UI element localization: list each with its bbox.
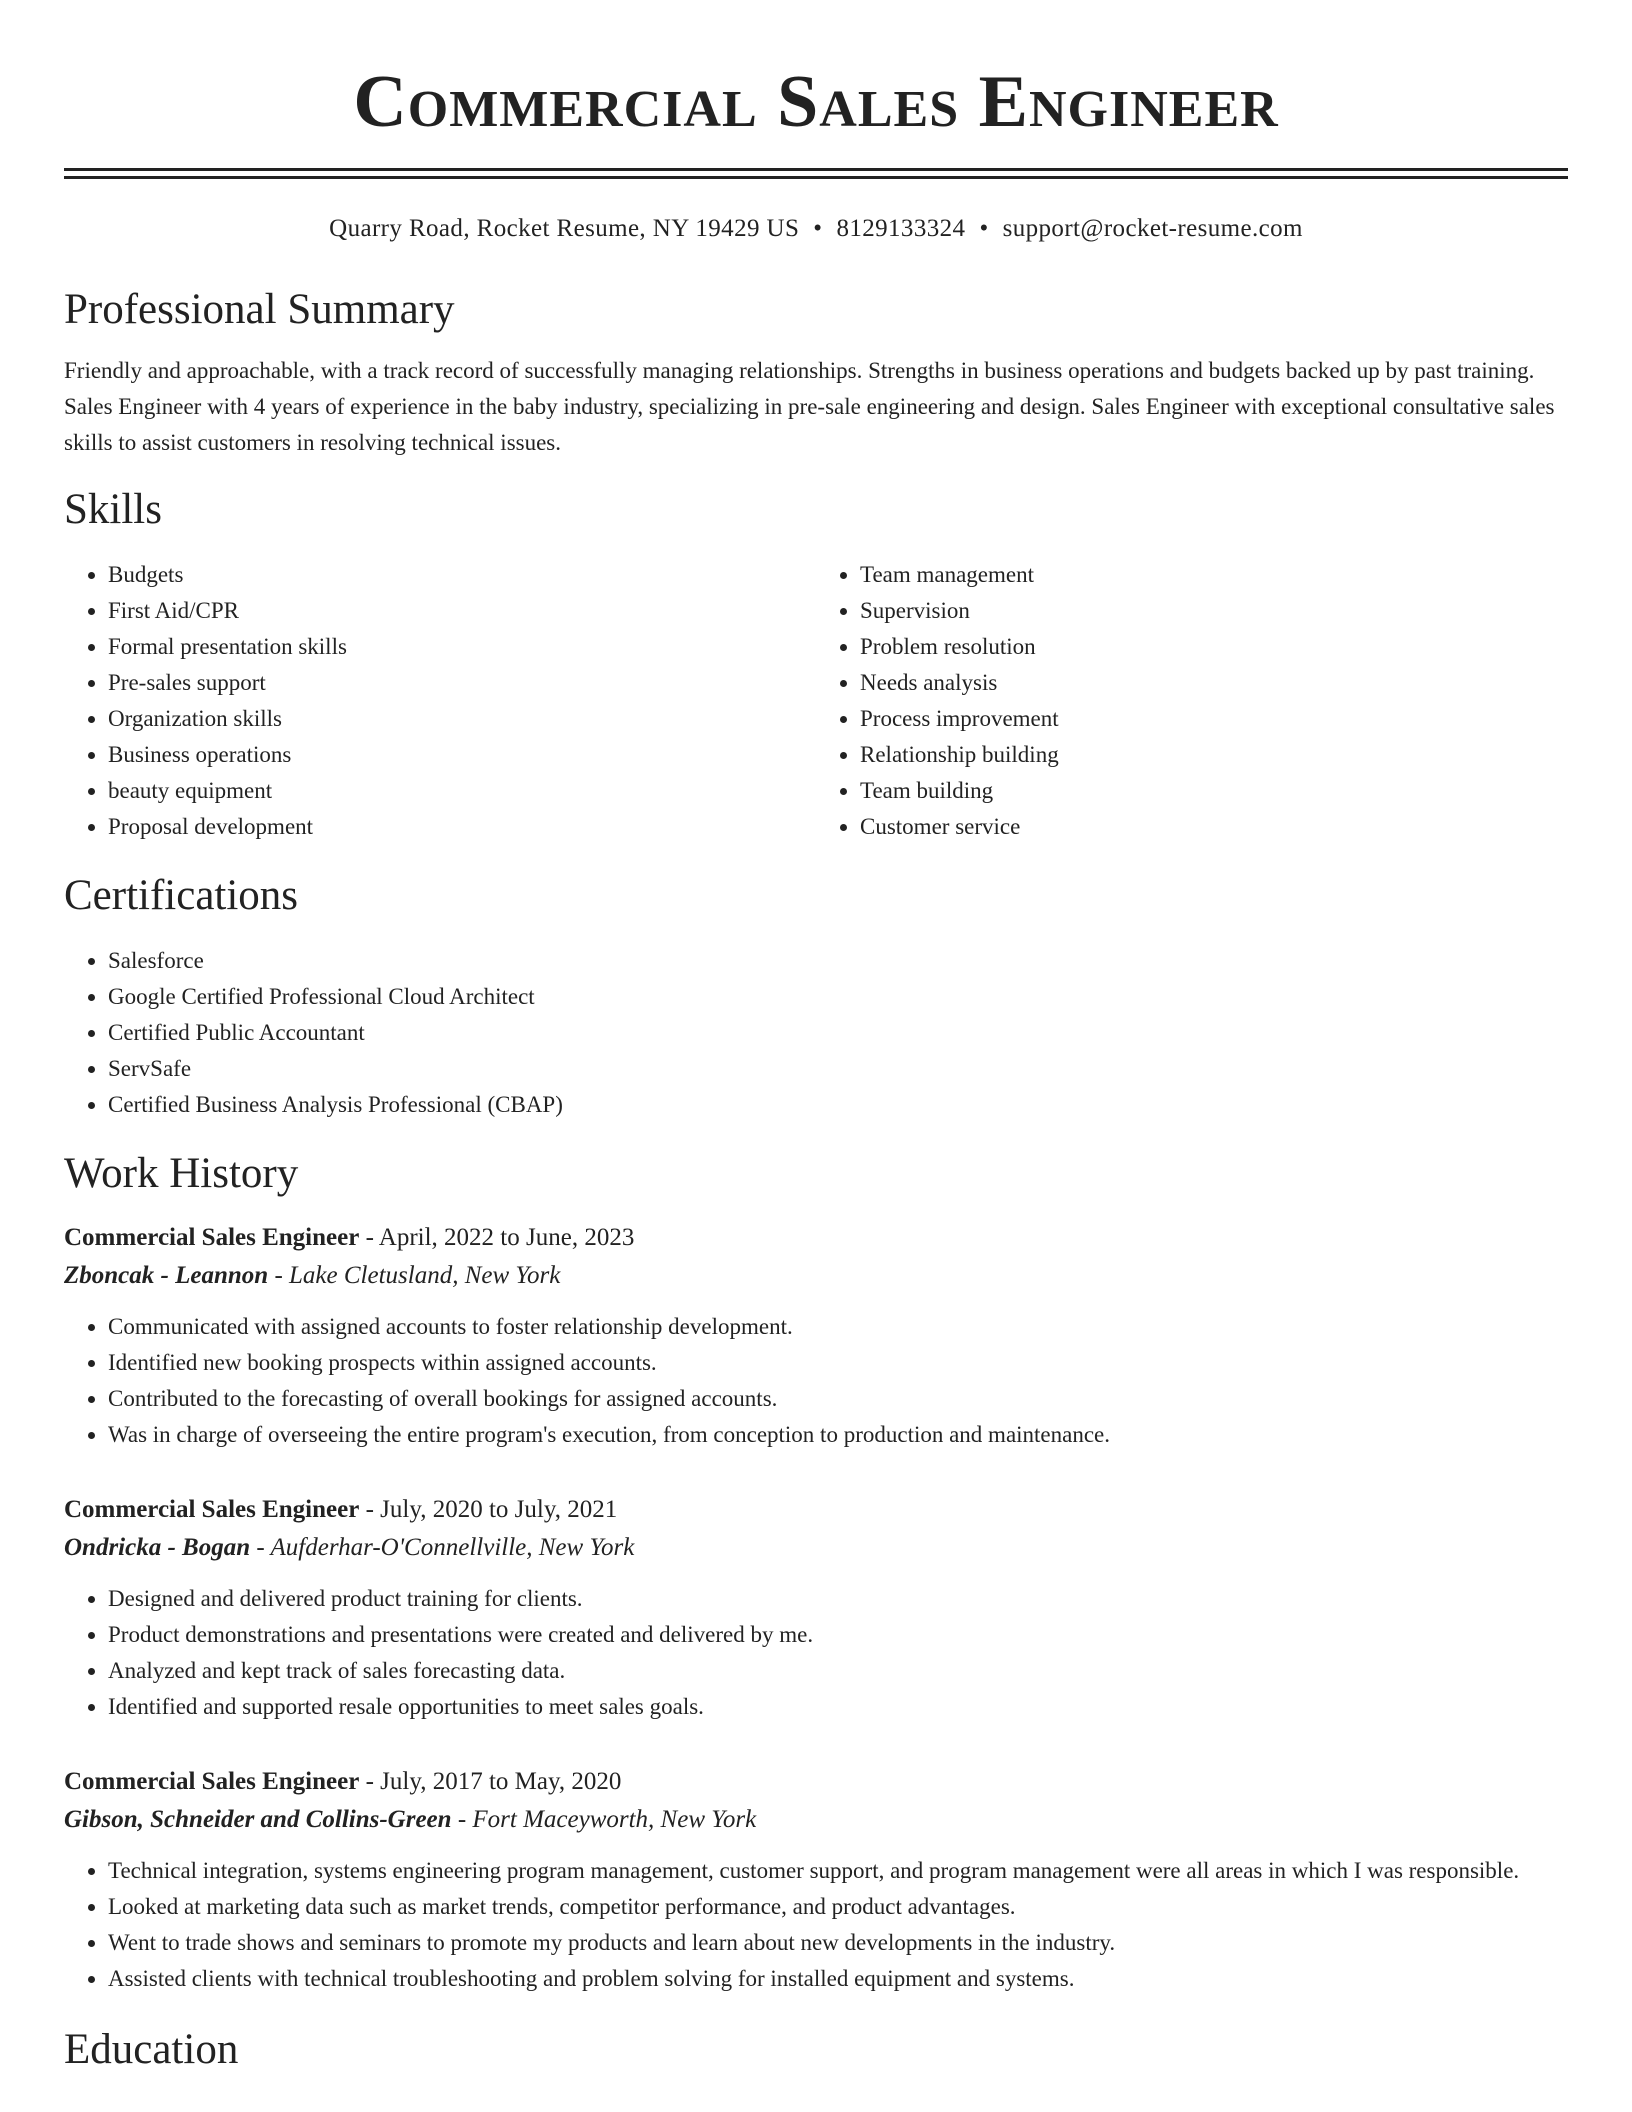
- job-duty: • Designed and delivered product training for clients.: [108, 1581, 1568, 1617]
- job-duties-list: [64, 1309, 1568, 1453]
- work-history-heading: Work History: [64, 1150, 299, 1197]
- skill-item: • Relationship building: [860, 737, 1568, 773]
- job-title-line: [64, 1219, 1568, 1257]
- skill-item: • Organization skills: [108, 701, 816, 737]
- job-duty: • Communicated with assigned accounts to foster relationship development.: [108, 1309, 1568, 1345]
- skills-list-right: [816, 557, 1568, 845]
- title-divider-thick: [64, 168, 1568, 171]
- job-duties-list: [64, 1581, 1568, 1725]
- contact-separator: •: [813, 215, 823, 242]
- job-company-line: [64, 1801, 1568, 1839]
- job-company: Ondricka - Bogan: [64, 1534, 251, 1561]
- job-location: - Aufderhar-O'Connellville, New York: [250, 1534, 635, 1561]
- job-company: Zboncak - Leannon: [64, 1262, 269, 1289]
- resume-page: [64, 0, 1568, 2075]
- job-company-line: [64, 1529, 1568, 1567]
- education-heading: Education: [64, 2026, 239, 2073]
- summary-text: Friendly and approachable, with a track record of successfully managing relationships. Strengths in business operations and budgets backed up by past training. Sales Engineer with 4 years of experience in the baby industry, specializing in pre-sale engineering and design. Sales Engineer with exceptional consultative sales skills to assist customers in resolving technical issues.: [64, 358, 1555, 455]
- skill-item: • Needs analysis: [860, 665, 1568, 701]
- job-duty: • Went to trade shows and seminars to promote my products and learn about new developments in the industry.: [108, 1925, 1568, 1961]
- skill-item: • Customer service: [860, 809, 1568, 845]
- skill-item: • First Aid/CPR: [108, 593, 816, 629]
- skill-item: • Team management: [860, 557, 1568, 593]
- job-duty: • Assisted clients with technical troubleshooting and problem solving for installed equipment and systems.: [108, 1961, 1568, 1997]
- skill-item: • Formal presentation skills: [108, 629, 816, 665]
- contact-email[interactable]: support@rocket-resume.com: [1002, 215, 1303, 242]
- job-dates: - July, 2017 to May, 2020: [359, 1768, 622, 1795]
- job-duty: • Product demonstrations and presentations were created and delivered by me.: [108, 1617, 1568, 1653]
- job-entry: [64, 1219, 1568, 1453]
- job-title-line: [64, 1763, 1568, 1801]
- job-entry: [64, 1763, 1568, 1997]
- certifications-heading: Certifications: [64, 872, 299, 919]
- job-company: Gibson, Schneider and Collins-Green: [64, 1806, 452, 1833]
- skills-heading: Skills: [64, 486, 162, 533]
- certifications-list: [64, 943, 1568, 1123]
- job-duty: • Technical integration, systems engineering program management, customer support, and program management were all areas in which I was responsible.: [108, 1853, 1568, 1889]
- job-location: - Lake Cletusland, New York: [268, 1262, 561, 1289]
- skill-item: • Process improvement: [860, 701, 1568, 737]
- job-duty: • Identified new booking prospects within assigned accounts.: [108, 1345, 1568, 1381]
- job-duties-list: [64, 1853, 1568, 1997]
- job-dates: - April, 2022 to June, 2023: [359, 1224, 635, 1251]
- job-duty: • Looked at marketing data such as market trends, competitor performance, and product advantages.: [108, 1889, 1568, 1925]
- skills-columns: [64, 557, 1568, 845]
- certification-item: • Google Certified Professional Cloud Architect: [108, 979, 1568, 1015]
- resume-title: Commercial Sales Engineer: [353, 61, 1279, 143]
- job-company-line: [64, 1257, 1568, 1295]
- skill-item: • Business operations: [108, 737, 816, 773]
- job-title-line: [64, 1491, 1568, 1529]
- summary-heading: Professional Summary: [64, 286, 455, 333]
- job-duty: • Was in charge of overseeing the entire program's execution, from conception to production and maintenance.: [108, 1417, 1568, 1453]
- skill-item: • Supervision: [860, 593, 1568, 629]
- job-role: Commercial Sales Engineer: [64, 1496, 360, 1523]
- job-role: Commercial Sales Engineer: [64, 1224, 360, 1251]
- contact-address: Quarry Road, Rocket Resume, NY 19429 US: [329, 215, 800, 242]
- job-entry: [64, 1491, 1568, 1725]
- contact-line: [64, 213, 1568, 245]
- contact-separator: •: [979, 215, 989, 242]
- job-role: Commercial Sales Engineer: [64, 1768, 360, 1795]
- certification-item: • ServSafe: [108, 1051, 1568, 1087]
- certification-item: • Certified Business Analysis Professional (CBAP): [108, 1087, 1568, 1123]
- title-divider-thin: [64, 176, 1568, 179]
- skill-item: • Team building: [860, 773, 1568, 809]
- job-dates: - July, 2020 to July, 2021: [359, 1496, 618, 1523]
- skills-list-left: [64, 557, 816, 845]
- certification-item: • Certified Public Accountant: [108, 1015, 1568, 1051]
- contact-phone: 8129133324: [836, 215, 966, 242]
- job-duty: • Contributed to the forecasting of overall bookings for assigned accounts.: [108, 1381, 1568, 1417]
- certification-item: • Salesforce: [108, 943, 1568, 979]
- skill-item: • Pre-sales support: [108, 665, 816, 701]
- skill-item: • Proposal development: [108, 809, 816, 845]
- skill-item: • beauty equipment: [108, 773, 816, 809]
- skill-item: • Problem resolution: [860, 629, 1568, 665]
- skill-item: • Budgets: [108, 557, 816, 593]
- job-duty: • Identified and supported resale opportunities to meet sales goals.: [108, 1689, 1568, 1725]
- job-duty: • Analyzed and kept track of sales forecasting data.: [108, 1653, 1568, 1689]
- job-location: - Fort Maceyworth, New York: [451, 1806, 757, 1833]
